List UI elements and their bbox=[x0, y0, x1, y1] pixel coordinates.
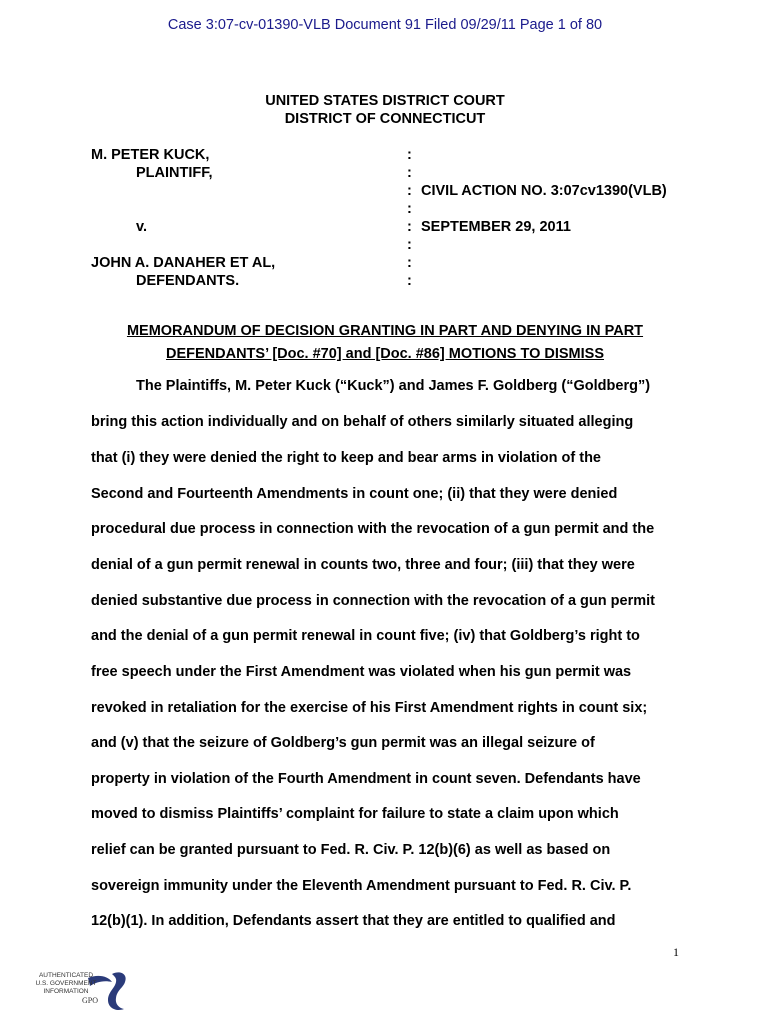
body-line: procedural due process in connection with the revocation of a gun permit and the bbox=[91, 521, 655, 537]
body-line: free speech under the First Amendment was violated when his gun permit was bbox=[91, 664, 632, 680]
gpo-authenticated-logo bbox=[28, 968, 132, 1016]
caption-colon: : bbox=[407, 237, 412, 253]
memorandum-title-line1: MEMORANDUM OF DECISION GRANTING IN PART AND DENYING IN PART bbox=[126, 323, 644, 339]
caption-colon: : bbox=[407, 183, 412, 199]
body-line: denial of a gun permit renewal in counts two, three and four; (iii) that they were bbox=[91, 557, 635, 573]
body-line: and the denial of a gun permit renewal in count five; (iv) that Goldberg’s right to bbox=[91, 628, 640, 644]
body-line: revoked in retaliation for the exercise of his First Amendment rights in count six; bbox=[91, 700, 648, 716]
court-name: UNITED STATES DISTRICT COURT bbox=[265, 93, 505, 109]
plaintiff-name: M. PETER KUCK, bbox=[91, 147, 210, 163]
body-line: bring this action individually and on behalf of others similarly situated alleging bbox=[91, 414, 634, 430]
body-line: Second and Fourteenth Amendments in count one; (ii) that they were denied bbox=[91, 486, 618, 502]
body-line: that (i) they were denied the right to keep and bear arms in violation of the bbox=[91, 450, 601, 466]
decision-date: SEPTEMBER 29, 2011 bbox=[421, 219, 571, 235]
caption-colon: : bbox=[407, 255, 412, 271]
civil-action-number: CIVIL ACTION NO. 3:07cv1390(VLB) bbox=[421, 183, 667, 199]
body-line: relief can be granted pursuant to Fed. R. Civ. P. 12(b)(6) as well as based on bbox=[91, 842, 611, 858]
caption-colon: : bbox=[407, 219, 412, 235]
versus: v. bbox=[136, 219, 148, 235]
gpo-mark: GPO bbox=[81, 996, 99, 1005]
caption-colon: : bbox=[407, 273, 412, 289]
caption-colon: : bbox=[407, 201, 412, 217]
defendant-role: DEFENDANTS. bbox=[136, 273, 240, 289]
memorandum-title-line2: DEFENDANTS’ [Doc. #70] and [Doc. #86] MOTIONS TO DISMISS bbox=[165, 346, 605, 362]
caption-colon: : bbox=[407, 147, 412, 163]
body-line: The Plaintiffs, M. Peter Kuck (“Kuck”) and James F. Goldberg (“Goldberg”) bbox=[136, 378, 651, 394]
plaintiff-role: PLAINTIFF, bbox=[136, 165, 213, 181]
case-header-stamp: Case 3:07-cv-01390-VLB Document 91 Filed 09/29/11 Page 1 of 80 bbox=[167, 17, 603, 33]
gpo-line1: AUTHENTICATED bbox=[38, 972, 94, 979]
court-district: DISTRICT OF CONNECTICUT bbox=[284, 111, 486, 127]
gpo-eagle-icon bbox=[28, 968, 132, 1016]
page-number: 1 bbox=[673, 945, 679, 959]
defendant-name: JOHN A. DANAHER ET AL, bbox=[91, 255, 276, 271]
body-line: and (v) that the seizure of Goldberg’s gun permit was an illegal seizure of bbox=[91, 735, 595, 751]
body-line: moved to dismiss Plaintiffs’ complaint for failure to state a claim upon which bbox=[91, 806, 619, 822]
body-line: 12(b)(1). In addition, Defendants assert that they are entitled to qualified and bbox=[91, 913, 616, 929]
gpo-line2: U.S. GOVERNMENT bbox=[35, 980, 97, 987]
caption-colon: : bbox=[407, 165, 412, 181]
gpo-line3: INFORMATION bbox=[43, 988, 89, 995]
body-line: denied substantive due process in connection with the revocation of a gun permit bbox=[91, 593, 655, 609]
body-line: sovereign immunity under the Eleventh Amendment pursuant to Fed. R. Civ. P. bbox=[91, 878, 632, 894]
body-line: property in violation of the Fourth Amendment in count seven. Defendants have bbox=[91, 771, 641, 787]
